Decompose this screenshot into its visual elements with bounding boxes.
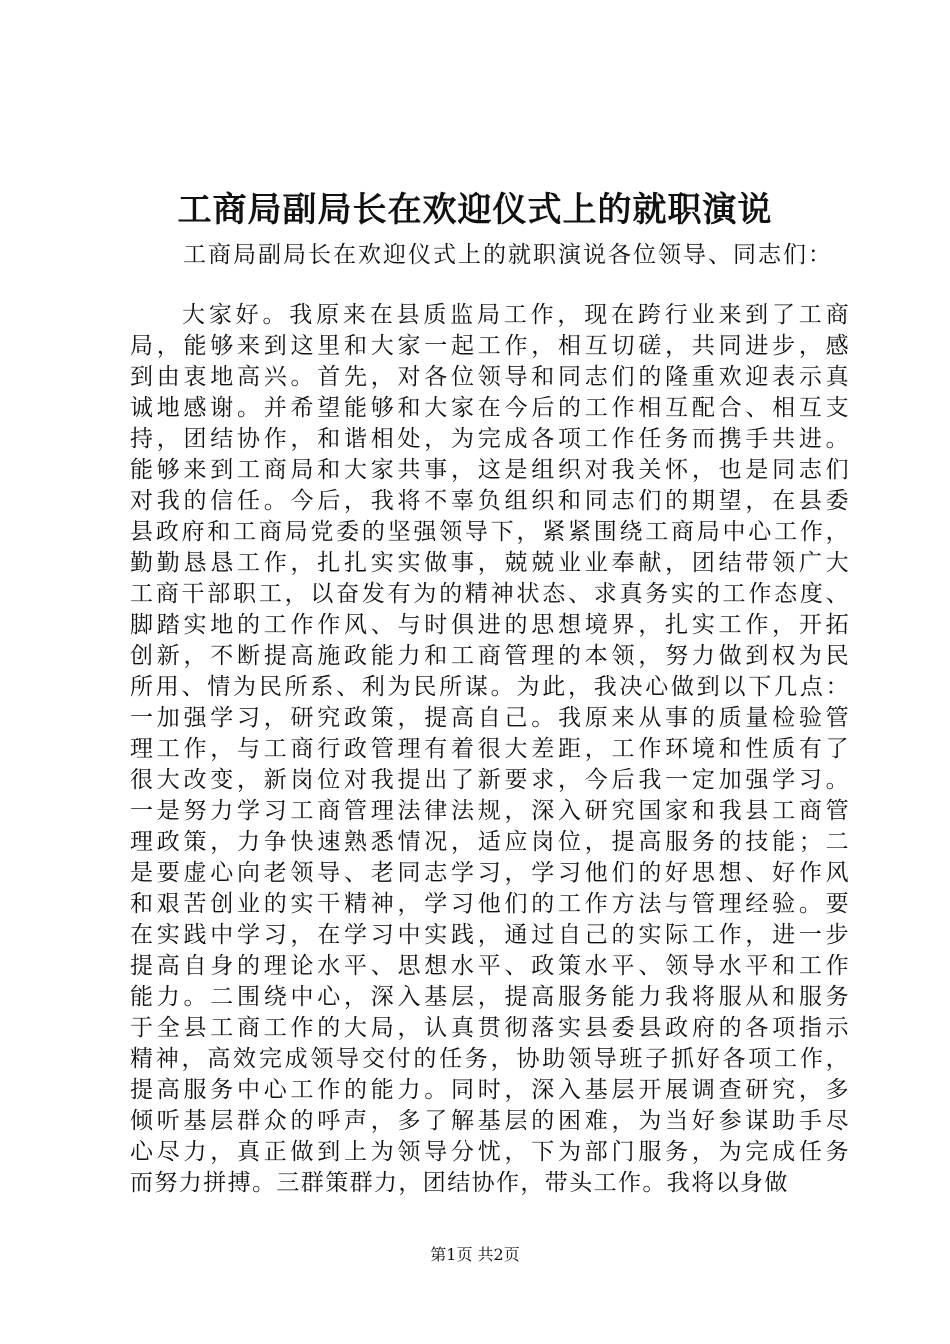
body-line: 理工作，与工商行政管理有着很大差距，工作环境和性质有了	[130, 736, 850, 762]
body-line: 所用、情为民所系、利为民所谋。为此，我决心做到以下几点：	[130, 674, 850, 700]
body-line: 脚踏实地的工作作风、与时俱进的思想境界，扎实工作，开拓	[130, 612, 850, 638]
body-line: 一加强学习，研究政策，提高自己。我原来从事的质量检验管	[130, 705, 850, 731]
body-line: 理政策，力争快速熟悉情况，适应岗位，提高服务的技能；二	[130, 829, 850, 855]
document-title: 工商局副局长在欢迎仪式上的就职演说	[177, 190, 773, 230]
body-line: 勤勤恳恳工作，扎扎实实做事，兢兢业业奉献，团结带领广大	[130, 550, 850, 576]
body-line: 是要虚心向老领导、老同志学习，学习他们的好思想、好作风	[130, 860, 850, 886]
body-line: 心尽力，真正做到上为领导分忧，下为部门服务，为完成任务	[130, 1139, 850, 1165]
body-line: 县政府和工商局党委的坚强领导下，紧紧围绕工商局中心工作，	[130, 519, 850, 545]
body-line: 提高自身的理论水平、思想水平、政策水平、领导水平和工作	[130, 953, 850, 979]
body-line: 提高服务中心工作的能力。同时，深入基层开展调查研究，多	[130, 1077, 850, 1103]
body-line: 持，团结协作，和谐相处，为完成各项工作任务而携手共进。	[130, 426, 850, 452]
body-line: 而努力拼搏。三群策群力，团结协作，带头工作。我将以身做	[130, 1170, 789, 1196]
body-line: 能够来到工商局和大家共事，这是组织对我关怀，也是同志们	[130, 457, 850, 483]
body-line: 倾听基层群众的呼声，多了解基层的困难，为当好参谋助手尽	[130, 1108, 850, 1134]
document-subtitle: 工商局副局长在欢迎仪式上的就职演说各位领导、同志们：	[183, 242, 833, 268]
document-body	[130, 300, 850, 1199]
body-line: 很大改变，新岗位对我提出了新要求，今后我一定加强学习。	[130, 767, 850, 793]
body-line: 诚地感谢。并希望能够和大家在今后的工作相互配合、相互支	[130, 395, 850, 421]
body-line: 精神，高效完成领导交付的任务，协助领导班子抓好各项工作，	[130, 1046, 850, 1072]
body-line: 在实践中学习，在学习中实践，通过自己的实际工作，进一步	[130, 922, 850, 948]
body-line: 局，能够来到这里和大家一起工作，相互切磋，共同进步，感	[130, 333, 850, 359]
body-line: 于全县工商工作的大局，认真贯彻落实县委县政府的各项指示	[130, 1015, 850, 1041]
body-line: 工商干部职工，以奋发有为的精神状态、求真务实的工作态度、	[130, 581, 850, 607]
body-line: 对我的信任。今后，我将不辜负组织和同志们的期望，在县委	[130, 488, 850, 514]
page-number-footer: 第1页 共2页	[430, 1245, 520, 1264]
body-line: 和艰苦创业的实干精神，学习他们的工作方法与管理经验。要	[130, 891, 850, 917]
body-line: 大家好。我原来在县质监局工作，现在跨行业来到了工商	[182, 302, 850, 328]
body-line: 到由衷地高兴。首先，对各位领导和同志们的隆重欢迎表示真	[130, 364, 850, 390]
body-line: 创新，不断提高施政能力和工商管理的本领，努力做到权为民	[130, 643, 850, 669]
body-line: 能力。二围绕中心，深入基层，提高服务能力我将服从和服务	[130, 984, 850, 1010]
body-line: 一是努力学习工商管理法律法规，深入研究国家和我县工商管	[130, 798, 850, 824]
